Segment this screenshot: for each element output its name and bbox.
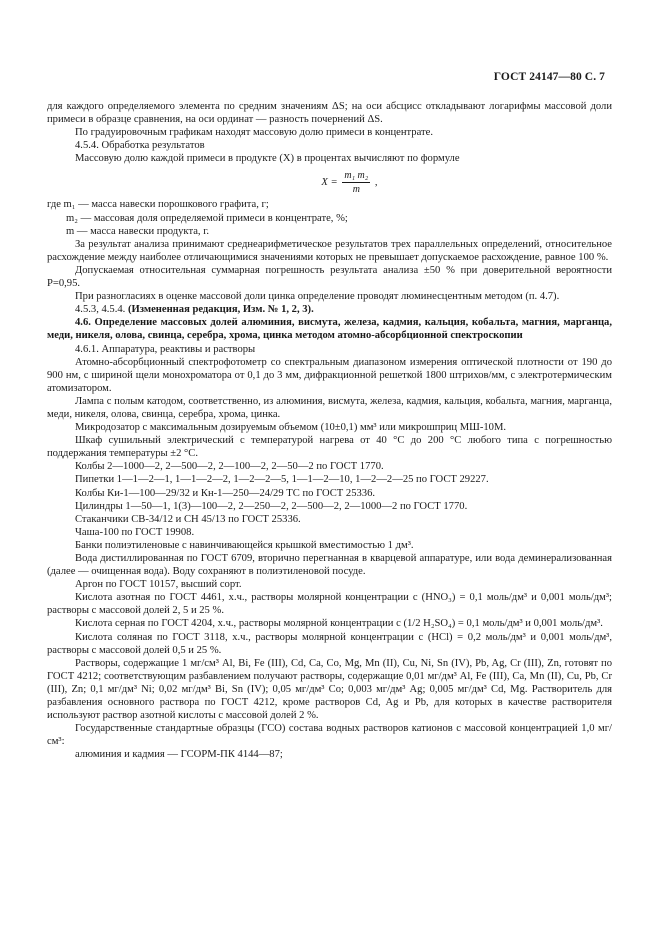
paragraph: Кислота соляная по ГОСТ 3118, х.ч., растворы молярной концентрации c (HCl) = 0,2 моль/дм³ и 0,001 моль/дм³, растворы с массовой долей 0,5 и 25 %.	[47, 631, 612, 656]
paragraph: Колбы 2—1000—2, 2—500—2, 2—100—2, 2—50—2 по ГОСТ 1770.	[75, 461, 384, 473]
paragraph: Шкаф сушильный электрический с температурой нагрева от 40 °С до 200 °С любого типа с погрешностью поддержания температуры ±2 °С.	[47, 435, 612, 460]
paragraph: Допускаемая относительная суммарная погрешность результата анализа ±50 % при доверительной вероятности P=0,95.	[47, 264, 612, 290]
paragraph: алюминия и кадмия — ГСОРМ-ПК 4144—87;	[75, 749, 283, 761]
formula	[47, 169, 612, 196]
paragraph: При разногласиях в оценке массовой доли цинка определение проводят люминесцентным методом (п. 4.7).	[75, 291, 560, 303]
section-heading: 4.6.1. Аппаратура, реактивы и растворы	[75, 343, 256, 355]
section-heading: 4.5.4. Обработка результатов	[75, 140, 205, 152]
amendment-label: (Измененная редакция, Изм. № 1, 2, 3).	[127, 304, 314, 316]
paragraph: Государственные стандартные образцы (ГСО) состава водных растворов катионов с массовой концентрацией 1,0 мг/см³:	[47, 723, 612, 748]
paragraph: Пипетки 1—1—2—1, 1—1—2—2, 1—2—2—5, 1—1—2—10, 1—2—2—25 по ГОСТ 29227.	[75, 474, 489, 486]
page-body	[47, 100, 612, 762]
page-header: ГОСТ 24147—80 С. 7	[493, 71, 605, 83]
definition-line: m — масса навески продукта, г.	[66, 225, 209, 237]
paragraph: Банки полиэтиленовые с навинчивающейся крышкой вместимостью 1 дм³.	[75, 539, 414, 551]
paragraph: Чаша-100 по ГОСТ 19908.	[75, 526, 195, 538]
paragraph: Растворы, содержащие 1 мг/см³ Al, Bi, Fe (III), Cd, Ca, Co, Mg, Mn (II), Cu, Ni, Sn (IV), Pb, Ag, Cr (III), Zn, готовят по ГОСТ 4212; соответствующим разбавлением получают растворы, содержащие 0,01 мг/дм³ Al, Fe (III), Ca, Mn (II), Cu, Pb, Cr (III), Zn; 0,1 мг/дм³ Ni; 0,02 мг/дм³ Bi, Sn (IV); 0,05 мг/дм³ Co; 0,003 мг/дм³ Ag; 0,005 мг/дм³ Cd, Mg. Растворитель для разбавления основного раствора по ГОСТ 4212, кроме растворов Cd, Ag и Pb, для которых в качестве растворителя используют раствор азотной кислоты с массовой долей 2 %.	[47, 657, 612, 722]
paragraph: Колбы Ки-1—100—29/32 и Кн-1—250—24/29 ТС по ГОСТ 25336.	[75, 487, 376, 499]
definition-line: m₂ — массовая доля определяемой примеси в концентрате, %;	[66, 212, 348, 224]
amendment-note	[47, 303, 612, 316]
paragraph: За результат анализа принимают среднеарифметическое результатов трех параллельных определений, относительное расхождение между наиболее отличающимися значениями которых не превышает допускаемое расхождение, равное 100 %.	[47, 238, 612, 263]
formula-lhs: X =	[321, 177, 338, 189]
paragraph: Микродозатор с максимальным дозируемым объемом (10±0,1) мм³ или микрошприц МШ-10М.	[75, 422, 507, 434]
paragraph: Атомно-абсорбционный спектрофотометр со спектральным диапазоном измерения оптической плотности от 190 до 900 нм, с шириной щели монохроматора от 0,1 до 3 мм, дифракционной решеткой 1800 штрихов/мм, с электротермическим атомизатором.	[47, 356, 612, 394]
paragraph: Кислота азотная по ГОСТ 4461, х.ч., растворы молярной концентрации c (HNO₃) = 0,1 моль/дм³ и 0,001 моль/дм³; растворы с массовой долей 2, 5 и 25 %.	[47, 592, 612, 617]
paragraph: Стаканчики СВ-34/12 и СН 45/13 по ГОСТ 25336.	[75, 513, 301, 525]
paragraph: Вода дистиллированная по ГОСТ 6709, вторично перегнанная в кварцевой аппаратуре, или вода деминерализованная (далее — очищенная вода). Воду сохраняют в полиэтиленовой посуде.	[47, 553, 612, 578]
paragraph: Аргон по ГОСТ 10157, высший сорт.	[75, 579, 242, 591]
formula-tail: ,	[374, 177, 378, 189]
formula-numerator: m₁ m₂	[344, 170, 369, 182]
section-heading: 4.6. Определение массовых долей алюминия, висмута, железа, кадмия, кальция, кобальта, магния, марганца, меди, никеля, олова, свинца, серебра, хрома, цинка методом атомно-абсорбционной спектроскопии	[47, 317, 612, 342]
paragraph: По градуировочным графикам находят массовую долю примеси в концентрате.	[75, 127, 434, 139]
definition-line: где m₁ — масса навески порошкового графита, г;	[47, 199, 269, 211]
paragraph: Кислота серная по ГОСТ 4204, х.ч., растворы молярной концентрации c (1/2 H₂SO₄) = 0,1 моль/дм³ и 0,001 моль/дм³.	[75, 618, 603, 630]
formula-fraction	[342, 169, 370, 196]
amendment-sections: 4.5.3, 4.5.4.	[75, 304, 126, 316]
formula-denominator: m	[352, 184, 360, 196]
paragraph: для каждого определяемого элемента по средним значениям ΔS; на оси абсцисс откладывают логарифмы массовой доли примеси в образце сравнения, на оси ординат — разность почернений ΔS.	[47, 101, 612, 126]
paragraph: Массовую долю каждой примеси в продукте (X) в процентах вычисляют по формуле	[75, 153, 460, 165]
paragraph: Цилиндры 1—50—1, 1(3)—100—2, 2—250—2, 2—500—2, 2—1000—2 по ГОСТ 1770.	[75, 500, 468, 512]
paragraph: Лампа с полым катодом, соответственно, из алюминия, висмута, железа, кадмия, кальция, кобальта, магния, марганца, меди, никеля, олова, свинца, серебра, хрома, цинка.	[47, 395, 612, 420]
